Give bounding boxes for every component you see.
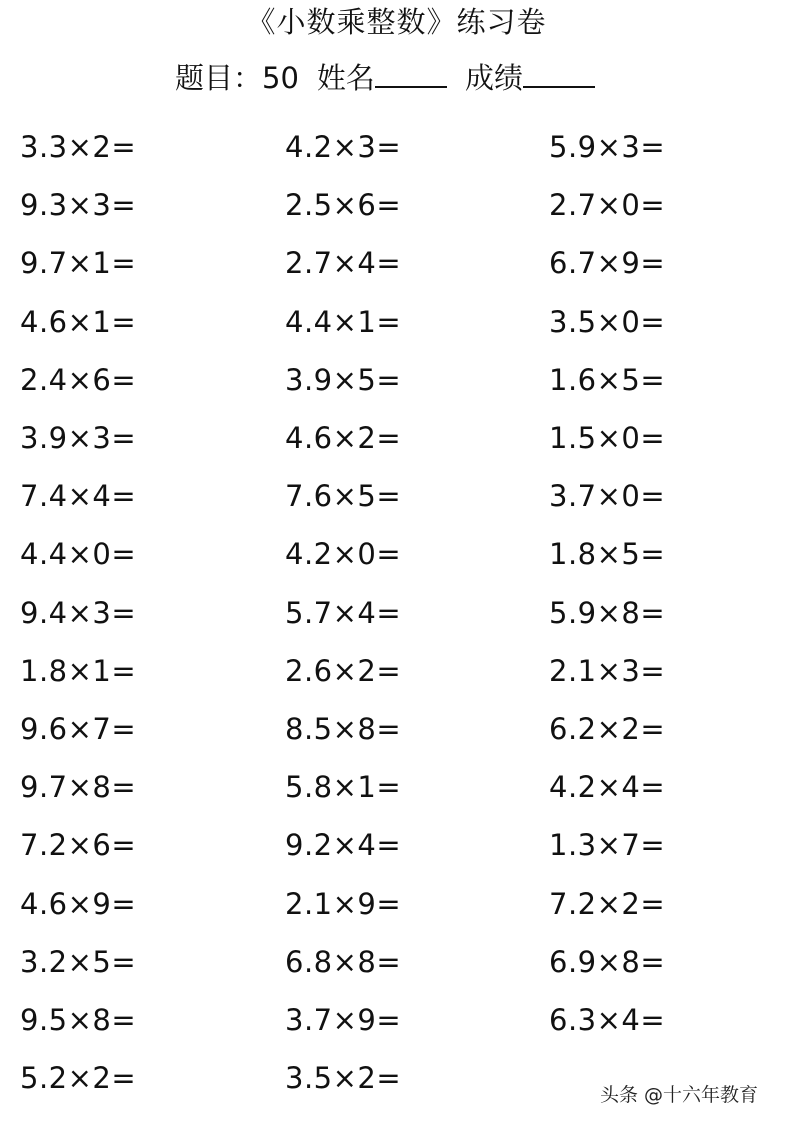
name-label: 姓名 bbox=[316, 61, 375, 95]
worksheet-title: 《小数乘整数》练习卷 bbox=[246, 5, 547, 39]
problem-item: 8.5×8= bbox=[285, 712, 402, 746]
problem-item: 3.5×0= bbox=[549, 304, 666, 339]
problem-item: 3.7×0= bbox=[549, 479, 666, 514]
problem-item: 9.4×3= bbox=[20, 595, 137, 630]
problem-item: 6.2×2= bbox=[549, 712, 666, 746]
question-label: 题目： bbox=[175, 61, 263, 95]
problem-item: 9.6×7= bbox=[20, 712, 137, 746]
problem-item: 2.6×2= bbox=[285, 653, 402, 688]
problem-item: 5.9×8= bbox=[549, 595, 666, 630]
problem-item: 3.9×3= bbox=[20, 421, 137, 455]
problem-item: 6.7×9= bbox=[549, 246, 666, 281]
problem-item: 5.8×1= bbox=[285, 770, 402, 805]
problem-item: 3.9×5= bbox=[285, 362, 402, 397]
problem-item: 9.2×4= bbox=[285, 828, 402, 863]
problem-item: 7.2×2= bbox=[549, 886, 666, 921]
problem-item: 2.1×3= bbox=[549, 653, 666, 688]
watermark: 头条 @十六年教育 bbox=[600, 1084, 759, 1106]
score-label: 成绩 bbox=[464, 61, 523, 95]
problem-item: 5.9×3= bbox=[549, 130, 666, 164]
problem-item: 9.7×1= bbox=[20, 246, 137, 281]
problem-item: 9.3×3= bbox=[20, 188, 137, 223]
problem-item: 2.5×6= bbox=[285, 188, 402, 223]
problem-item: 4.4×0= bbox=[20, 537, 137, 572]
problem-item: 2.4×6= bbox=[20, 362, 137, 397]
problem-item: 3.2×5= bbox=[20, 944, 137, 979]
problem-item: 9.5×8= bbox=[20, 1003, 137, 1037]
problem-item: 4.6×1= bbox=[20, 304, 137, 339]
problem-item: 3.3×2= bbox=[20, 130, 137, 164]
problem-item: 4.6×2= bbox=[285, 421, 402, 455]
problem-item: 6.3×4= bbox=[549, 1003, 666, 1037]
problem-item: 3.5×2= bbox=[285, 1061, 402, 1096]
problem-item: 7.2×6= bbox=[20, 828, 137, 863]
problem-item: 2.7×4= bbox=[285, 246, 402, 281]
problem-item: 6.9×8= bbox=[549, 944, 666, 979]
problem-item: 2.7×0= bbox=[549, 188, 666, 223]
problem-item: 7.6×5= bbox=[285, 479, 402, 514]
problem-item: 4.2×3= bbox=[285, 130, 402, 164]
problem-item: 4.2×4= bbox=[549, 770, 666, 805]
problem-item: 2.1×9= bbox=[285, 886, 402, 921]
problem-item: 7.4×4= bbox=[20, 479, 137, 514]
problem-item: 5.7×4= bbox=[285, 595, 402, 630]
problem-item: 1.5×0= bbox=[549, 421, 666, 455]
question-count: 50 bbox=[262, 61, 299, 95]
problem-item: 1.8×5= bbox=[549, 537, 666, 572]
problem-item: 9.7×8= bbox=[20, 770, 137, 805]
problem-item: 6.8×8= bbox=[285, 944, 402, 979]
problem-item: 4.4×1= bbox=[285, 304, 402, 339]
problem-item: 4.2×0= bbox=[285, 537, 402, 572]
problem-item: 3.7×9= bbox=[285, 1003, 402, 1037]
problem-item: 4.6×9= bbox=[20, 886, 137, 921]
problem-item: 5.2×2= bbox=[20, 1061, 137, 1096]
problem-item: 1.6×5= bbox=[549, 362, 666, 397]
problem-item: 1.8×1= bbox=[20, 653, 137, 688]
problem-item: 1.3×7= bbox=[549, 828, 666, 863]
